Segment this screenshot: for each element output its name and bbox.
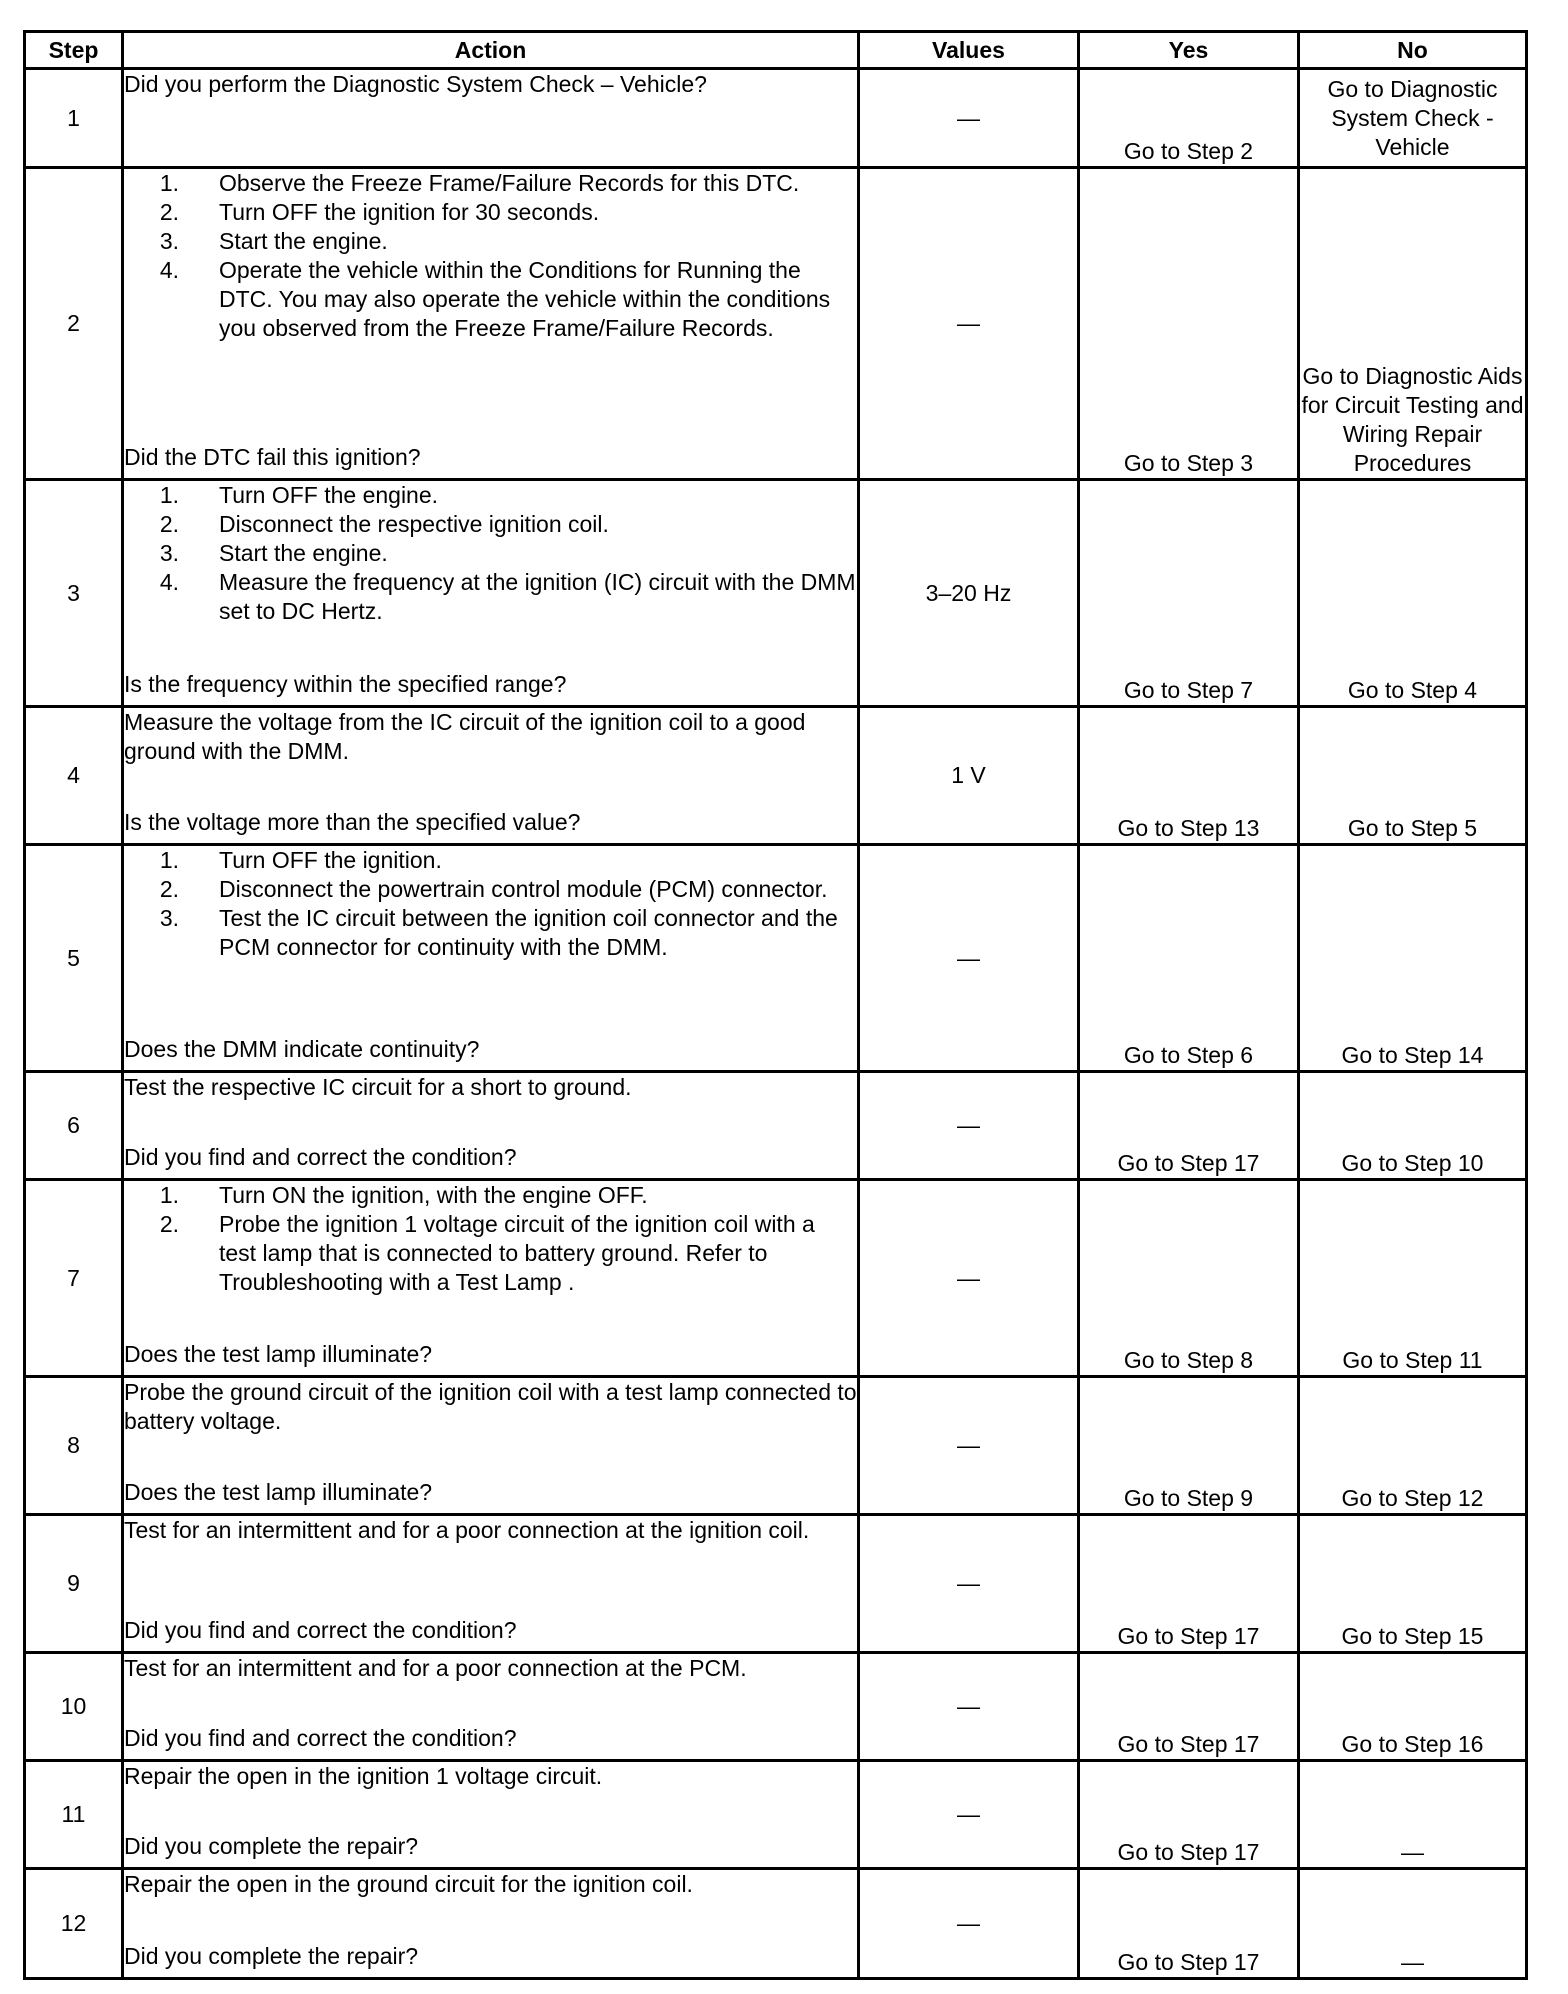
action-content — [124, 708, 857, 837]
yes-cell: Go to Step 3 — [1079, 168, 1299, 480]
action-instruction: Test for an intermittent and for a poor connection at the ignition coil. — [124, 1517, 810, 1543]
no-cell: Go to Step 11 — [1299, 1180, 1527, 1377]
step-number: 10 — [25, 1653, 123, 1761]
action-question: Did you complete the repair? — [124, 1833, 419, 1859]
action-content — [124, 481, 857, 699]
step-number: 2 — [25, 168, 123, 480]
action-question: Does the test lamp illuminate? — [124, 1479, 433, 1505]
action-content — [124, 1073, 857, 1172]
substep-number: 3. — [159, 540, 179, 566]
substep-text: Turn ON the ignition, with the engine OFF. — [219, 1182, 648, 1208]
action-instruction: Test the respective IC circuit for a short to ground. — [124, 1074, 632, 1100]
substep-item — [124, 568, 857, 626]
substep-number: 1. — [159, 847, 179, 873]
yes-cell: Go to Step 2 — [1079, 69, 1299, 168]
step-number: 4 — [25, 707, 123, 845]
header-action: Action — [123, 32, 859, 69]
value-cell: — — [859, 168, 1079, 480]
no-cell: Go to Step 12 — [1299, 1377, 1527, 1515]
substep-number: 1. — [159, 1182, 179, 1208]
substep-text: Turn OFF the ignition. — [219, 847, 442, 873]
table-row — [25, 1653, 1527, 1761]
substep-text: Observe the Freeze Frame/Failure Records for this DTC. — [219, 170, 800, 196]
action-question: Does the DMM indicate continuity? — [124, 1036, 480, 1062]
substep-number: 2. — [159, 199, 179, 225]
substep-number: 4. — [159, 257, 179, 283]
table-row — [25, 1515, 1527, 1653]
yes-cell: Go to Step 6 — [1079, 845, 1299, 1072]
value-cell: — — [859, 69, 1079, 168]
substep-text: Turn OFF the engine. — [219, 482, 439, 508]
table-row — [25, 1072, 1527, 1180]
action-question: Did you complete the repair? — [124, 1943, 419, 1969]
yes-cell: Go to Step 17 — [1079, 1869, 1299, 1979]
substep-item — [124, 539, 857, 568]
value-cell: 3–20 Hz — [859, 480, 1079, 707]
action-content — [124, 1654, 857, 1753]
substep-text: Disconnect the powertrain control module (PCM) connector. — [219, 876, 828, 902]
substep-text: Operate the vehicle within the Conditions for Running the DTC. You may also operate the vehicle within the conditions you observed from the Freeze Frame/Failure Records. — [219, 257, 831, 341]
action-content — [124, 70, 857, 160]
substep-list — [124, 481, 857, 626]
action-content — [124, 169, 857, 472]
yes-cell: Go to Step 7 — [1079, 480, 1299, 707]
step-number: 11 — [25, 1761, 123, 1869]
table-row — [25, 69, 1527, 168]
table-row — [25, 480, 1527, 707]
action-question: Did you find and correct the condition? — [124, 1144, 517, 1170]
substep-item — [124, 169, 857, 198]
yes-cell: Go to Step 13 — [1079, 707, 1299, 845]
yes-cell: Go to Step 17 — [1079, 1761, 1299, 1869]
action-question: Did you find and correct the condition? — [124, 1617, 517, 1643]
action-cell — [123, 69, 859, 168]
table-row — [25, 1869, 1527, 1979]
substep-item — [124, 1210, 857, 1297]
table-row — [25, 1180, 1527, 1377]
yes-cell: Go to Step 17 — [1079, 1072, 1299, 1180]
substep-number: 1. — [159, 170, 179, 196]
substep-number: 2. — [159, 1211, 179, 1237]
substep-text: Test the IC circuit between the ignition coil connector and the PCM connector for continuity with the DMM. — [219, 905, 838, 960]
action-question: Did the DTC fail this ignition? — [124, 444, 421, 470]
substep-number: 2. — [159, 876, 179, 902]
action-content — [124, 1378, 857, 1507]
no-cell: Go to Step 4 — [1299, 480, 1527, 707]
action-instruction: Measure the voltage from the IC circuit of the ignition coil to a good ground with the DMM. — [124, 709, 806, 764]
header-row — [25, 32, 1527, 69]
action-cell — [123, 1869, 859, 1979]
table-row — [25, 1377, 1527, 1515]
step-number: 1 — [25, 69, 123, 168]
header-step: Step — [25, 32, 123, 69]
no-cell: Go to Step 5 — [1299, 707, 1527, 845]
value-cell: — — [859, 1869, 1079, 1979]
action-cell — [123, 480, 859, 707]
step-number: 3 — [25, 480, 123, 707]
substep-item — [124, 227, 857, 256]
no-cell: Go to Step 10 — [1299, 1072, 1527, 1180]
action-cell — [123, 845, 859, 1072]
table-body — [25, 69, 1527, 1979]
value-cell: — — [859, 845, 1079, 1072]
action-instruction: Repair the open in the ground circuit for the ignition coil. — [124, 1871, 693, 1897]
substep-number: 2. — [159, 511, 179, 537]
step-number: 12 — [25, 1869, 123, 1979]
substep-number: 3. — [159, 905, 179, 931]
value-cell: — — [859, 1761, 1079, 1869]
value-cell: — — [859, 1377, 1079, 1515]
substep-text: Disconnect the respective ignition coil. — [219, 511, 609, 537]
step-number: 6 — [25, 1072, 123, 1180]
yes-cell: Go to Step 9 — [1079, 1377, 1299, 1515]
substep-item — [124, 481, 857, 510]
header-yes: Yes — [1079, 32, 1299, 69]
action-question: Does the test lamp illuminate? — [124, 1341, 433, 1367]
no-cell: Go to Diagnostic Aids for Circuit Testing and Wiring Repair Procedures — [1299, 168, 1527, 480]
no-cell: Go to Step 14 — [1299, 845, 1527, 1072]
action-cell — [123, 707, 859, 845]
table-row — [25, 707, 1527, 845]
substep-number: 4. — [159, 569, 179, 595]
step-number: 7 — [25, 1180, 123, 1377]
action-instruction: Probe the ground circuit of the ignition coil with a test lamp connected to battery voltage. — [124, 1379, 857, 1434]
action-content — [124, 1181, 857, 1369]
value-cell: 1 V — [859, 707, 1079, 845]
diagnostic-table — [23, 30, 1528, 1980]
action-cell — [123, 1653, 859, 1761]
action-question: Is the voltage more than the specified value? — [124, 809, 581, 835]
substep-text: Probe the ignition 1 voltage circuit of the ignition coil with a test lamp that is connected to battery ground. Refer to Troubleshooting with a Test Lamp . — [219, 1211, 815, 1295]
table-row — [25, 845, 1527, 1072]
action-content — [124, 1762, 857, 1861]
substep-item — [124, 1181, 857, 1210]
substep-number: 1. — [159, 482, 179, 508]
substep-item — [124, 256, 857, 343]
action-question: Is the frequency within the specified range? — [124, 671, 567, 697]
table-row — [25, 168, 1527, 480]
yes-cell: Go to Step 17 — [1079, 1515, 1299, 1653]
substep-text: Measure the frequency at the ignition (IC) circuit with the DMM set to DC Hertz. — [219, 569, 856, 624]
action-instruction: Did you perform the Diagnostic System Check – Vehicle? — [124, 71, 707, 97]
yes-cell: Go to Step 8 — [1079, 1180, 1299, 1377]
step-number: 5 — [25, 845, 123, 1072]
action-content — [124, 1870, 857, 1971]
substep-item — [124, 198, 857, 227]
action-cell — [123, 1072, 859, 1180]
value-cell: — — [859, 1180, 1079, 1377]
value-cell: — — [859, 1072, 1079, 1180]
action-cell — [123, 1515, 859, 1653]
substep-list — [124, 1181, 857, 1297]
substep-text: Start the engine. — [219, 228, 388, 254]
action-cell — [123, 168, 859, 480]
action-cell — [123, 1377, 859, 1515]
action-cell — [123, 1180, 859, 1377]
action-instruction: Test for an intermittent and for a poor connection at the PCM. — [124, 1655, 747, 1681]
substep-text: Start the engine. — [219, 540, 388, 566]
no-cell: Go to Diagnostic System Check - Vehicle — [1299, 69, 1527, 168]
header-no: No — [1299, 32, 1527, 69]
substep-item — [124, 875, 857, 904]
substep-item — [124, 510, 857, 539]
step-number: 9 — [25, 1515, 123, 1653]
action-content — [124, 846, 857, 1064]
no-cell: — — [1299, 1869, 1527, 1979]
value-cell: — — [859, 1515, 1079, 1653]
no-cell: Go to Step 16 — [1299, 1653, 1527, 1761]
substep-number: 3. — [159, 228, 179, 254]
substep-list — [124, 169, 857, 343]
header-values: Values — [859, 32, 1079, 69]
step-number: 8 — [25, 1377, 123, 1515]
value-cell: — — [859, 1653, 1079, 1761]
action-cell — [123, 1761, 859, 1869]
action-instruction: Repair the open in the ignition 1 voltage circuit. — [124, 1763, 603, 1789]
yes-cell: Go to Step 17 — [1079, 1653, 1299, 1761]
no-cell: Go to Step 15 — [1299, 1515, 1527, 1653]
action-question: Did you find and correct the condition? — [124, 1725, 517, 1751]
substep-list — [124, 846, 857, 962]
substep-text: Turn OFF the ignition for 30 seconds. — [219, 199, 600, 225]
substep-item — [124, 904, 857, 962]
no-cell: — — [1299, 1761, 1527, 1869]
action-content — [124, 1516, 857, 1645]
substep-item — [124, 846, 857, 875]
table-row — [25, 1761, 1527, 1869]
